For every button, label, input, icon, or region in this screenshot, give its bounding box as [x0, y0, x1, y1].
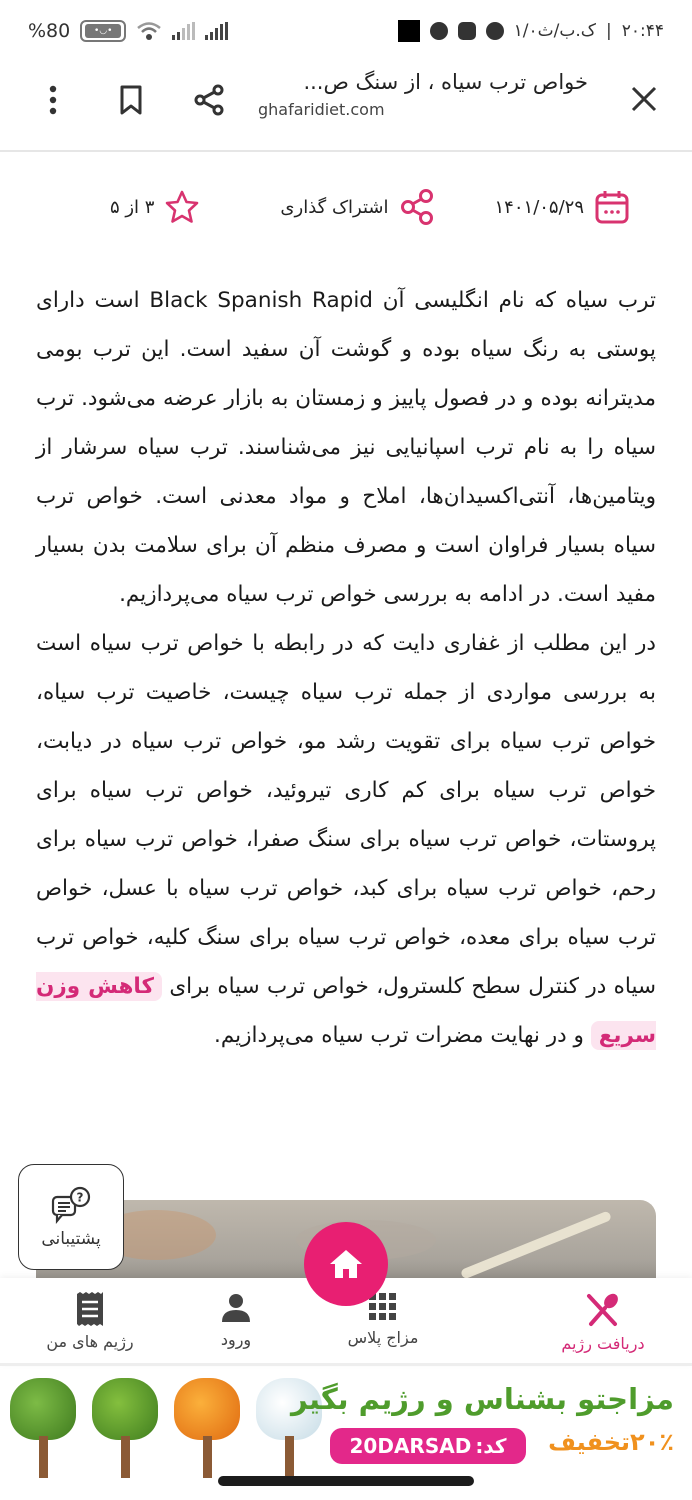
wifi-icon [136, 21, 162, 41]
fork-spoon-icon [585, 1292, 621, 1328]
nav-login[interactable] [166, 1292, 306, 1349]
svg-text:?: ? [76, 1190, 84, 1205]
close-icon [630, 85, 658, 113]
alarm-icon [486, 22, 504, 40]
share-icon [399, 189, 435, 225]
home-button[interactable] [304, 1222, 388, 1306]
weight-loss-link[interactable]: کاهش وزن سریع [36, 974, 656, 1048]
page-title: خواص ترب سیاه ، از سنگ ص... [303, 70, 588, 94]
rating[interactable] [110, 189, 200, 225]
share-button[interactable] [192, 82, 226, 118]
ad-banner[interactable] [0, 1370, 692, 1475]
close-button[interactable] [626, 84, 662, 120]
battery-percent: %80 [28, 20, 71, 42]
status-right [398, 20, 664, 42]
nav-get-diet[interactable] [533, 1292, 673, 1353]
title-block [258, 70, 588, 119]
article-meta [90, 182, 630, 232]
more-vert-icon [48, 85, 58, 115]
paragraph-2-ending: و در نهایت مضرات ترب سیاه می‌پردازیم. [214, 1023, 591, 1048]
paragraph-2-text: در این مطلب از غفاری دایت که در رابطه با خواص ترب سیاه است به بررسی مواردی از جمله ترب سیاه چیست، خاصیت ترب سیاه، خواص ترب سیاه برای تقویت رشد مو، خواص ترب سیاه در دیابت، خواص ترب سیاه برای کم کاری تیروئید، خواص ترب سیاه برای پروستات، خواص ترب سیاه برای سنگ صفرا، خواص ترب سیاه برای رحم، خواص ترب سیاه برای کبد، خواص ترب سیاه با عسل، خواص ترب سیاه برای معده، خواص ترب سیاه برای سنگ کلیه، خواص ترب سیاه در کنترل سطح کلسترول، خواص ترب سیاه برای [36, 631, 656, 999]
article-body [36, 276, 656, 1060]
seasons-trees-image [10, 1378, 322, 1478]
support-label: پشتیبانی [41, 1229, 101, 1249]
status-extra: ۱/۰ک.ب/ث [513, 21, 596, 41]
more-options-button[interactable] [36, 82, 70, 118]
article-paragraph-1: ترب سیاه که نام انگلیسی آن Black Spanish Rapid است دارای پوستی به رنگ سیاه بوده و گوشت آن سفید است. این ترب بومی مدیترانه بوده و در فصول پاییز و زمستان به بازار عرضه می‌شود. ترب سیاه را به نام ترب اسپانیایی نیز می‌شناسند. ترب سیاه سرشار از ویتامین‌ها، آنتی‌اکسیدان‌ها، املاح و مواد معدنی است. خواص ترب سیاه بسیار فراوان است و مصرف منظم آن برای سلامت بدن بسیار مفید است. در ادامه به بررسی خواص ترب سیاه می‌پردازیم. [36, 288, 656, 607]
home-icon [328, 1248, 364, 1280]
nav-label: رژیم های من [46, 1332, 134, 1351]
rating-text: ۳ از ۵ [109, 196, 155, 218]
battery-icon: •◡• [80, 20, 126, 42]
support-chat-icon [49, 1185, 93, 1225]
discount-code [330, 1428, 526, 1464]
ad-discount: ۲۰٪تخفیف [548, 1428, 674, 1456]
signal-icon-2 [205, 22, 228, 40]
date-text: ۱۴۰۱/۰۵/۲۹ [494, 196, 584, 218]
star-icon [164, 189, 200, 225]
publish-date [495, 189, 630, 225]
share-link[interactable] [280, 189, 434, 225]
chat-bubble-icon [430, 22, 448, 40]
status-left [28, 20, 228, 42]
receipt-icon [75, 1292, 105, 1326]
gesture-home-indicator[interactable] [218, 1476, 474, 1486]
nav-label: مزاج پلاس [347, 1328, 419, 1347]
nav-my-diets[interactable] [20, 1292, 160, 1351]
nav-label: دریافت رژیم [561, 1334, 645, 1353]
bookmark-icon [119, 85, 143, 115]
share-icon [193, 84, 225, 116]
page-domain: ghafaridiet.com [258, 100, 385, 119]
bookmark-button[interactable] [114, 82, 148, 118]
header-actions [36, 82, 226, 118]
browser-toolbar [0, 62, 692, 152]
signal-icon-1 [172, 22, 195, 40]
code-value: 20DARSAD [349, 1434, 472, 1458]
share-label: اشتراک گذاری [280, 196, 389, 218]
ad-title: مزاجتو بشناس و رژیم بگیر [290, 1382, 674, 1416]
divider: | [606, 21, 612, 41]
status-bar [0, 0, 692, 62]
support-button[interactable] [18, 1164, 124, 1270]
clock: ۲۰:۴۴ [621, 21, 664, 41]
notification-square-icon [398, 20, 420, 42]
nav-label: ورود [220, 1330, 252, 1349]
user-icon [220, 1292, 252, 1324]
article-paragraph-2 [36, 619, 656, 1060]
app-e-icon [458, 22, 476, 40]
calendar-icon [594, 189, 630, 225]
code-label: کد: [475, 1434, 507, 1458]
